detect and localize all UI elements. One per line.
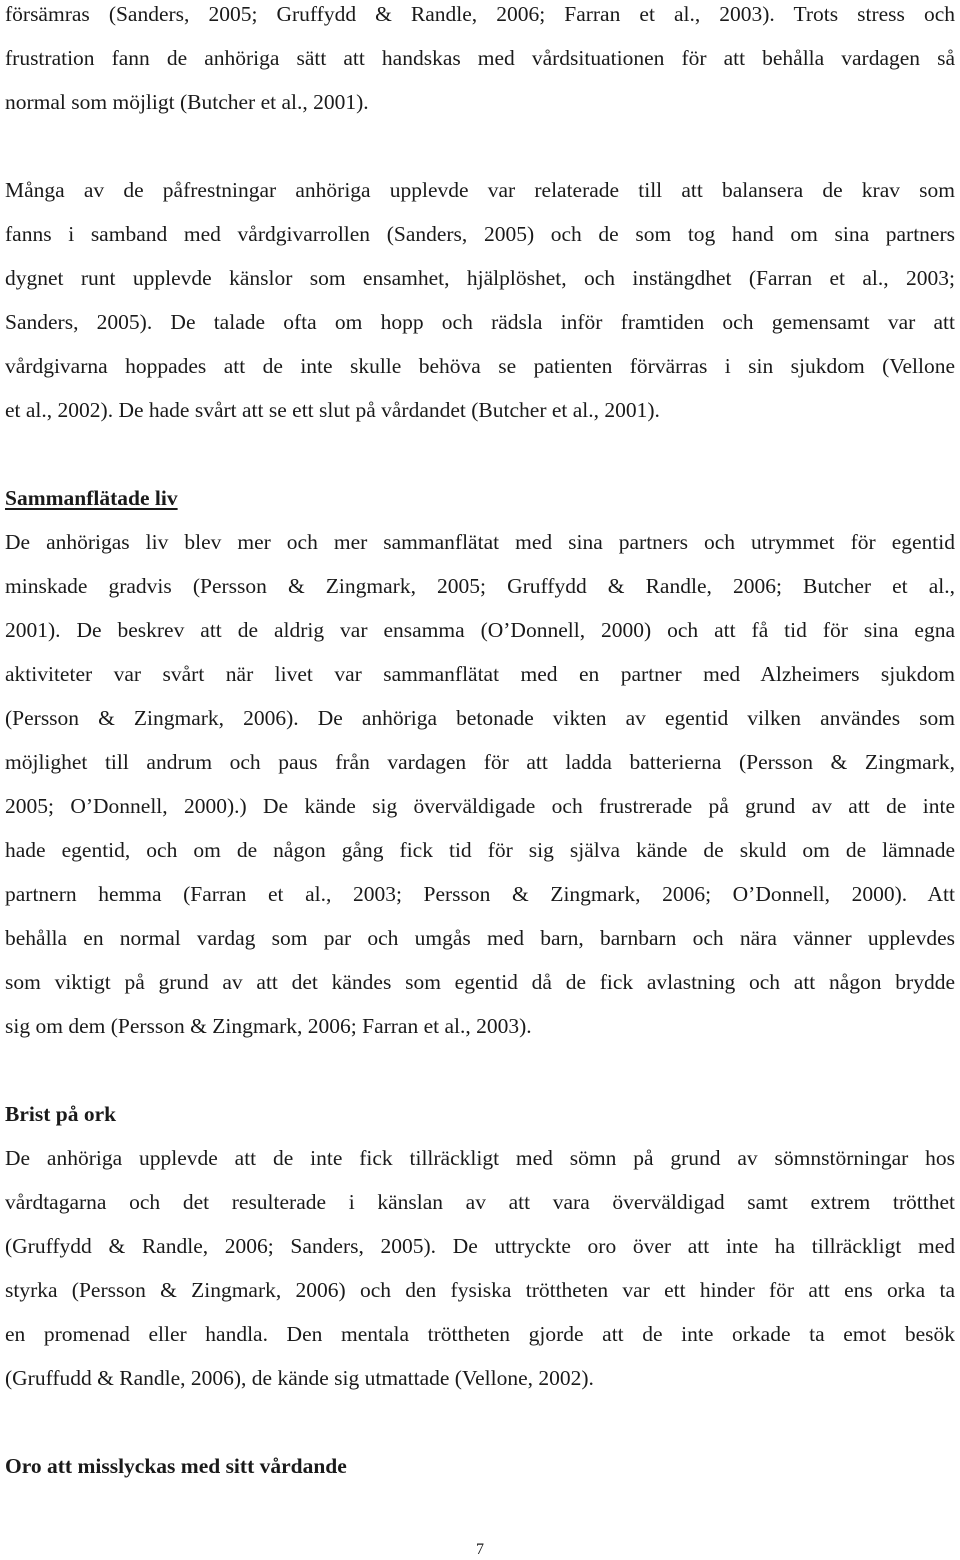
section-heading: [5, 476, 955, 520]
paragraph-gap: [5, 432, 955, 476]
text-line: Sanders, 2005). De talade ofta om hopp och rädsla inför framtiden och gemensamt var att: [5, 310, 955, 334]
text-line: De anhöriga upplevde att de inte fick tillräckligt med sömn på grund av sömnstörningar hos: [5, 1146, 955, 1170]
text-line: behålla en normal vardag som par och umgås med barn, barnbarn och nära vänner upplevdes: [5, 926, 955, 950]
text-line: aktiviteter var svårt när livet var sammanflätat med en partner med Alzheimers sjukdom: [5, 662, 955, 686]
paragraph-gap: [5, 1048, 955, 1092]
text-line: försämras (Sanders, 2005; Gruffydd & Randle, 2006; Farran et al., 2003). Trots stress och: [5, 2, 955, 26]
paragraph-gap: [5, 124, 955, 168]
text-line: (Persson & Zingmark, 2006). De anhöriga betonade vikten av egentid vilken användes som: [5, 706, 955, 730]
text-line: (Gruffudd & Randle, 2006), de kände sig utmattade (Vellone, 2002).: [5, 1366, 594, 1390]
text-line: en promenad eller handla. Den mentala tröttheten gjorde att de inte orkade ta emot besök: [5, 1322, 955, 1346]
section-heading-text: Sammanflätade liv: [5, 486, 178, 510]
document-page: [5, 0, 955, 1488]
section-brist-pa-ork: [5, 1092, 955, 1400]
page-number: 7: [476, 1541, 484, 1558]
text-line: 2005; O’Donnell, 2000).) De kände sig överväldigade och frustrerade på grund av att de inte: [5, 794, 955, 818]
section-heading: Oro att misslyckas med sitt vårdande: [5, 1454, 347, 1478]
text-line: 2001). De beskrev att de aldrig var ensamma (O’Donnell, 2000) och att få tid för sina egna: [5, 618, 955, 642]
text-line: De anhörigas liv blev mer och mer sammanflätat med sina partners och utrymmet för egentid: [5, 530, 955, 554]
text-line: möjlighet till andrum och paus från vardagen för att ladda batterierna (Persson & Zingmark,: [5, 750, 955, 774]
text-line: et al., 2002). De hade svårt att se ett slut på vårdandet (Butcher et al., 2001).: [5, 398, 660, 422]
text-line: (Gruffydd & Randle, 2006; Sanders, 2005). De uttryckte oro över att inte ha tillräckligt med: [5, 1234, 955, 1258]
text-line: som viktigt på grund av att det kändes som egentid då de fick avlastning och att någon brydde: [5, 970, 955, 994]
text-line: Många av de påfrestningar anhöriga upplevde var relaterade till att balansera de krav som: [5, 178, 955, 202]
paragraph-2: [5, 168, 955, 432]
paragraph-gap: [5, 1400, 955, 1444]
text-line: vårdtagarna och det resulterade i känslan av att vara överväldigad samt extrem trötthet: [5, 1190, 955, 1214]
text-line: hade egentid, och om de någon gång fick tid för sig själva kände de skuld om de lämnade: [5, 838, 955, 862]
text-line: minskade gradvis (Persson & Zingmark, 2005; Gruffydd & Randle, 2006; Butcher et al.,: [5, 574, 955, 598]
text-line: dygnet runt upplevde känslor som ensamhet, hjälplöshet, och instängdhet (Farran et al., 2003;: [5, 266, 955, 290]
paragraph-1: [5, 0, 955, 124]
text-line: fanns i samband med vårdgivarrollen (Sanders, 2005) och de som tog hand om sina partners: [5, 222, 955, 246]
text-line: frustration fann de anhöriga sätt att handskas med vårdsituationen för att behålla vardagen så: [5, 46, 955, 70]
section-heading: Brist på ork: [5, 1102, 117, 1126]
text-line: styrka (Persson & Zingmark, 2006) och den fysiska tröttheten var ett hinder för att ens orka ta: [5, 1278, 955, 1302]
section-sammanflatade-liv: [5, 476, 955, 1048]
text-line: partnern hemma (Farran et al., 2003; Persson & Zingmark, 2006; O’Donnell, 2000). Att: [5, 882, 955, 906]
text-line: normal som möjligt (Butcher et al., 2001).: [5, 90, 369, 114]
text-line: vårdgivarna hoppades att de inte skulle behöva se patienten förvärras i sin sjukdom (Vellone: [5, 354, 955, 378]
section-oro: [5, 1444, 955, 1488]
text-line: sig om dem (Persson & Zingmark, 2006; Farran et al., 2003).: [5, 1014, 532, 1038]
